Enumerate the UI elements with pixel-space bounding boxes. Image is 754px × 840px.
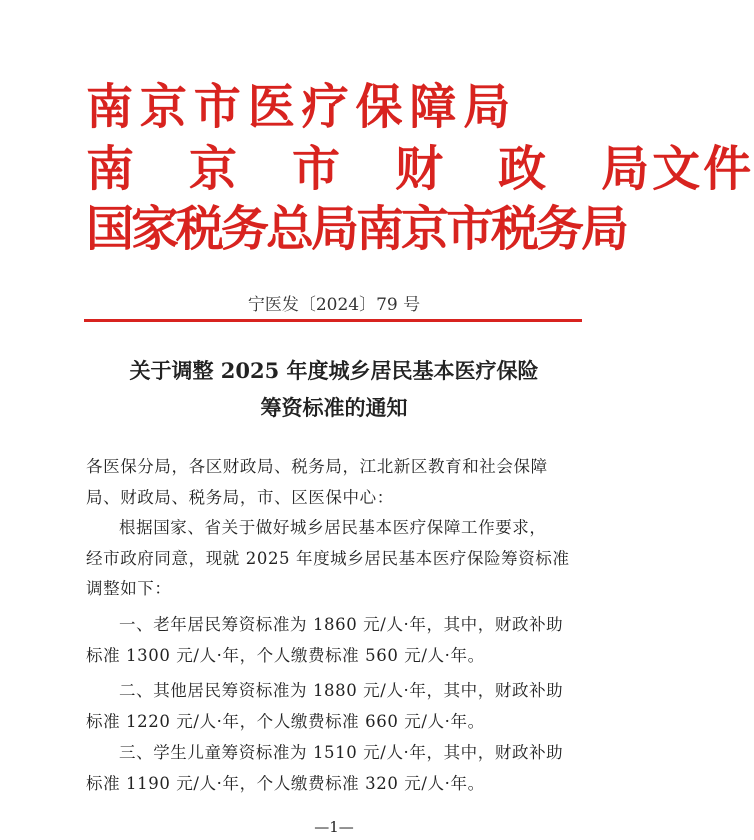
issuer-line-3: 国家税务总局南京市税务局: [86, 201, 627, 257]
issuer-line-1: 南京市医疗保障局: [86, 79, 518, 135]
item-1-paragraph: [86, 610, 580, 671]
intro-line: 调整如下：: [86, 579, 172, 598]
addressee-line: 局、财政局、税务局，市、区医保中心：: [86, 487, 394, 507]
item-2-paragraph: [86, 676, 580, 737]
addressee-line: 各医保分局，各区财政局、税务局，江北新区教育和社会保障: [86, 457, 548, 476]
issuer-line-2: [86, 140, 754, 198]
item-3-paragraph: [86, 738, 580, 799]
header-divider: [84, 319, 582, 322]
issuer-line-2-char: 京: [189, 141, 241, 197]
item-3-line: 标准 1190 元/人·年，个人缴费标准 320 元/人·年。: [86, 773, 485, 793]
item-1-line: 标准 1300 元/人·年，个人缴费标准 560 元/人·年。: [86, 645, 485, 665]
document-number: 宁医发〔2024〕79 号: [247, 295, 421, 315]
intro-line: 经市政府同意，现就 2025 年度城乡居民基本医疗保险筹资标准: [86, 548, 570, 568]
issuer-line-2-char: 政: [498, 141, 550, 197]
item-1-line: 一、老年居民筹资标准为 1860 元/人·年，其中，财政补助: [119, 615, 564, 634]
issuer-line-2-char: 市: [292, 141, 344, 197]
document-title-line-2: 筹资标准的通知: [260, 395, 408, 420]
page-number: —1—: [314, 818, 354, 836]
issuer-line-2-suffix: 局文件: [601, 141, 754, 197]
intro-paragraph: [86, 513, 580, 605]
intro-line: 根据国家、省关于做好城乡居民基本医疗保障工作要求，: [119, 518, 547, 537]
issuer-line-2-char: 南: [86, 141, 138, 197]
item-2-line: 标准 1220 元/人·年，个人缴费标准 660 元/人·年。: [86, 711, 485, 731]
item-2-line: 二、其他居民筹资标准为 1880 元/人·年，其中，财政补助: [119, 681, 564, 700]
document-title-line-1: 关于调整 2025 年度城乡居民基本医疗保险: [129, 358, 539, 383]
item-3-line: 三、学生儿童筹资标准为 1510 元/人·年，其中，财政补助: [119, 743, 564, 762]
addressee-paragraph: [86, 452, 580, 513]
issuer-line-2-char: 财: [395, 141, 447, 197]
